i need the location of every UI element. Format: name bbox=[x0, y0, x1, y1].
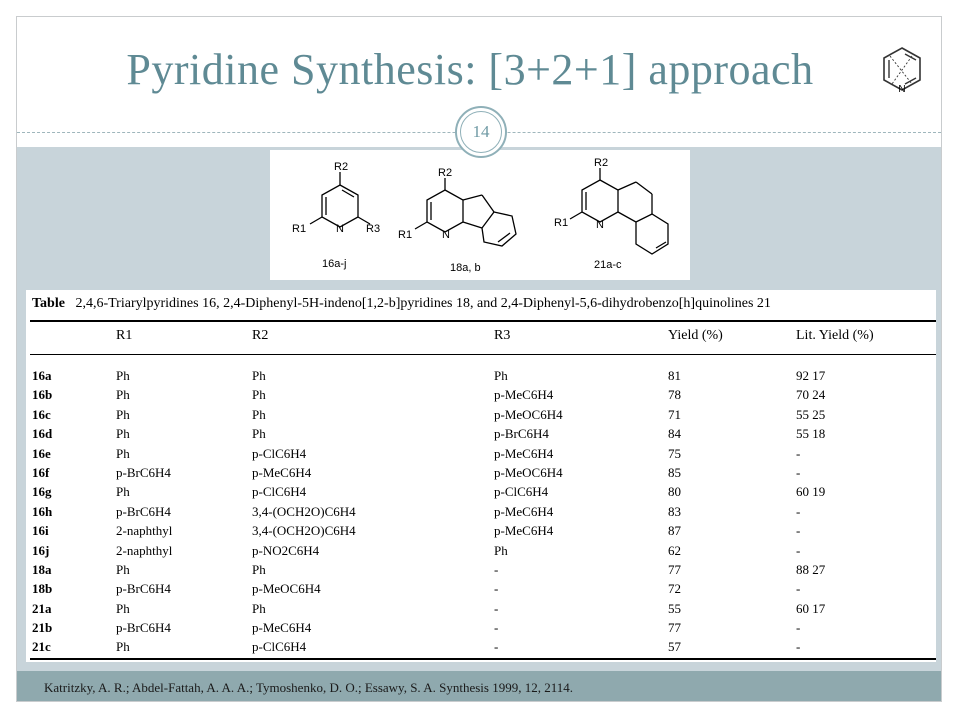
page-number-badge bbox=[455, 106, 507, 158]
col-header-lit-yield: Lit. Yield (%) bbox=[796, 328, 874, 343]
s18-r2: R2 bbox=[438, 167, 453, 179]
col-header-r3: R3 bbox=[494, 328, 511, 343]
yield-table bbox=[26, 290, 936, 662]
s16-caption: 16a-j bbox=[322, 258, 347, 270]
s21-n: N bbox=[596, 219, 604, 231]
structures-panel bbox=[270, 150, 690, 280]
table-caption-text: 2,4,6-Triarylpyridines 16, 2,4-Diphenyl-5H-indeno[1,2-b]pyridines 18, and 2,4-Diphenyl-5,6-dihydrobenzo[h]quinolines 21 bbox=[75, 296, 771, 311]
s21-r1: R1 bbox=[554, 217, 569, 229]
s16-n: N bbox=[336, 223, 344, 235]
pyridine-ring-icon bbox=[876, 44, 928, 96]
table-header-rule bbox=[30, 354, 936, 355]
s18-r1: R1 bbox=[398, 229, 413, 241]
table-row: 16b Ph Ph p-MeC6H4 78 70 24 bbox=[32, 387, 826, 403]
logo-letter: N bbox=[898, 84, 906, 95]
table-row: 16i 2-naphthyl 3,4-(OCH2O)C6H4 p-MeC6H4 87 - bbox=[32, 523, 801, 539]
structure-16 bbox=[310, 172, 370, 227]
table-row: 16c Ph Ph p-MeOC6H4 71 55 25 bbox=[32, 406, 826, 422]
col-header-r1: R1 bbox=[116, 328, 133, 343]
col-header-r2: R2 bbox=[252, 328, 269, 343]
table-row: 21b p-BrC6H4 p-MeC6H4 - 77 - bbox=[32, 620, 801, 636]
s21-r2: R2 bbox=[594, 157, 609, 169]
table-row: 16d Ph Ph p-BrC6H4 84 55 18 bbox=[32, 426, 826, 442]
structures-svg bbox=[270, 150, 690, 280]
table-row: 16j 2-naphthyl p-NO2C6H4 Ph 62 - bbox=[32, 542, 801, 558]
table-body bbox=[30, 366, 930, 657]
table-row: 16e Ph p-ClC6H4 p-MeC6H4 75 - bbox=[32, 445, 801, 461]
table-row: 21a Ph Ph - 55 60 17 bbox=[32, 600, 826, 616]
structure-18 bbox=[415, 178, 516, 246]
s16-r1: R1 bbox=[292, 223, 307, 235]
col-header-yield: Yield (%) bbox=[668, 328, 723, 343]
s16-r3: R3 bbox=[366, 223, 381, 235]
table-row: 21c Ph p-ClC6H4 - 57 - bbox=[32, 639, 801, 655]
citation-text: Katritzky, A. R.; Abdel-Fattah, A. A. A.; Tymoshenko, D. O.; Essawy, S. A. Synthesis 1999, 12, 2114. bbox=[44, 680, 573, 695]
page-number: 14 bbox=[472, 122, 490, 141]
table-row: 18b p-BrC6H4 p-MeOC6H4 - 72 - bbox=[32, 581, 801, 597]
table-top-rule bbox=[30, 320, 936, 322]
s18-n: N bbox=[442, 229, 450, 241]
s21-caption: 21a-c bbox=[594, 259, 622, 271]
table-row: 16f p-BrC6H4 p-MeC6H4 p-MeOC6H4 85 - bbox=[32, 464, 801, 480]
table-caption-label: Table bbox=[32, 296, 65, 311]
structure-21 bbox=[570, 168, 668, 254]
table-row: 16a Ph Ph Ph 81 92 17 bbox=[32, 368, 826, 383]
table-row: 16g Ph p-ClC6H4 p-ClC6H4 80 60 19 bbox=[32, 484, 826, 500]
table-row: 16h p-BrC6H4 3,4-(OCH2O)C6H4 p-MeC6H4 83 - bbox=[32, 503, 801, 519]
s18-caption: 18a, b bbox=[450, 262, 481, 274]
s16-r2: R2 bbox=[334, 161, 349, 173]
table-row: 18a Ph Ph - 77 88 27 bbox=[32, 561, 826, 577]
slide-title: Pyridine Synthesis: [3+2+1] approach bbox=[126, 45, 814, 94]
table-caption bbox=[32, 296, 771, 312]
table-bottom-rule bbox=[30, 658, 936, 660]
